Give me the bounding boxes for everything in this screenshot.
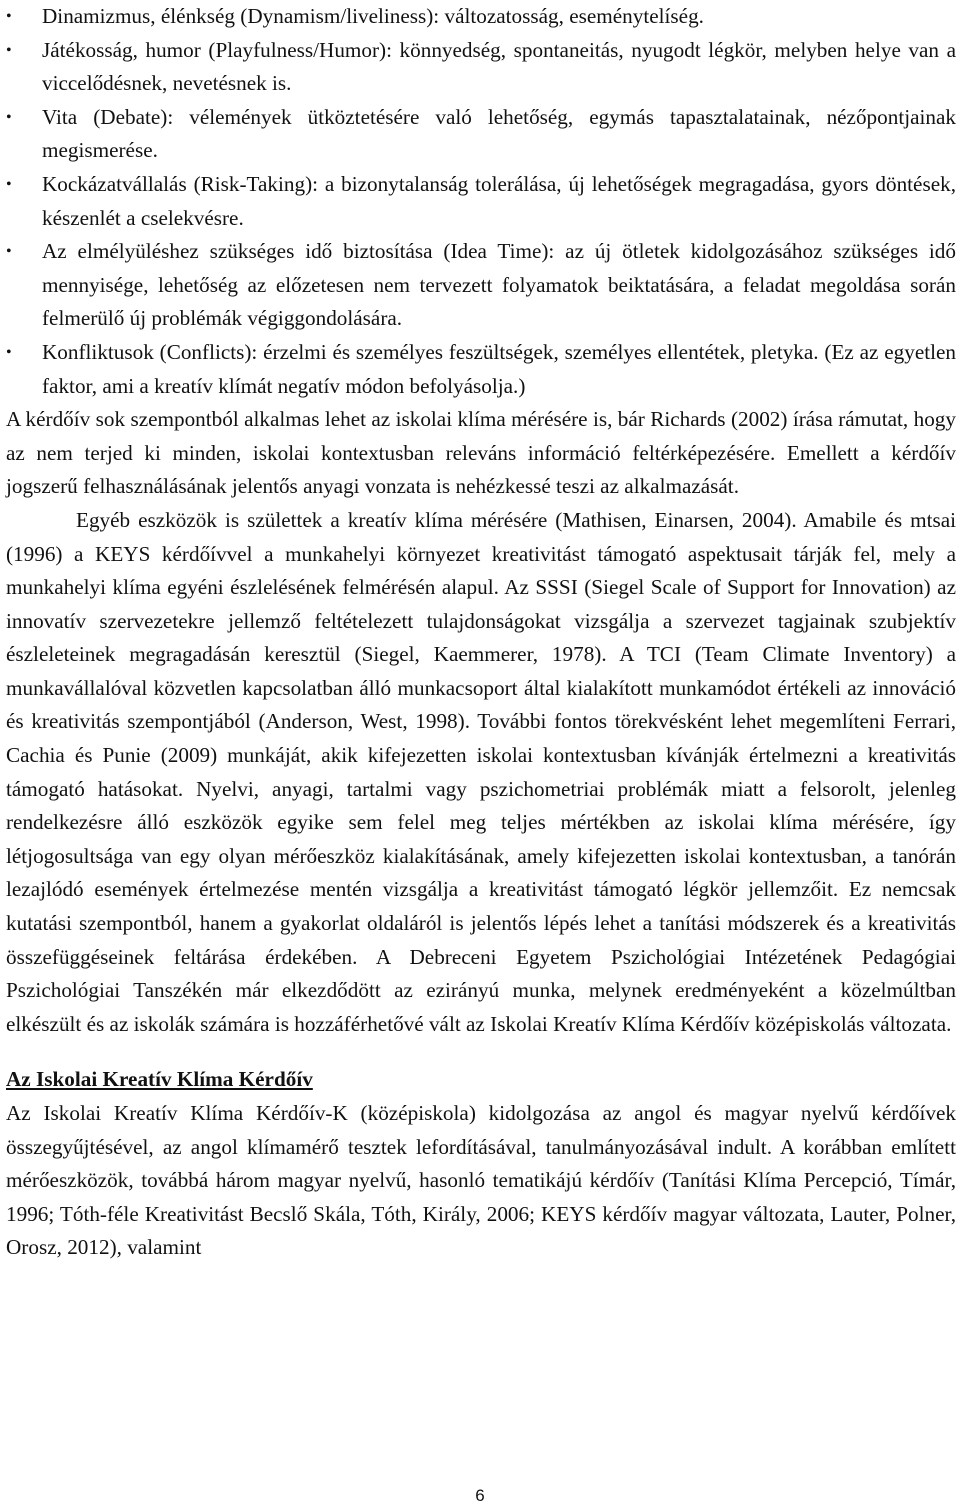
list-item-text: Játékosság, humor (Playfulness/Humor): könnyedség, spontaneitás, nyugodt légkör, melyben helye van a viccelődésnek, nevetésnek is. xyxy=(42,37,956,96)
document-body xyxy=(6,0,956,1265)
bullet-icon: • xyxy=(6,343,12,361)
body-paragraph: Az Iskolai Kreatív Klíma Kérdőív-K (középiskola) kidolgozása az angol és magyar nyelvű kérdőívek összegyűjtésével, az angol klímamérő tesztek lefordításával, tanulmányozásával indult. A korábban említett mérőeszközök, továbbá három magyar nyelvű, hasonló tematikájú kérdőív (Tanítási Klíma Percepció, Tímár, 1996; Tóth-féle Kreativitást Becslő Skála, Tóth, Király, 2006; KEYS kérdőív magyar változata, Lauter, Polner, Orosz, 2012), valamint xyxy=(6,1101,956,1260)
list-item xyxy=(6,168,956,235)
bullet-icon: • xyxy=(6,108,12,126)
list-item-text: Dinamizmus, élénkség (Dynamism/liveliness): változatosság, eseménytelíség. xyxy=(42,4,704,28)
list-item xyxy=(6,336,956,403)
list-item-text: Konfliktusok (Conflicts): érzelmi és személyes feszültségek, személyes ellentétek, pletyka. (Ez az egyetlen faktor, ami a kreatív klímát negatív módon befolyásolja.) xyxy=(42,339,956,398)
body-paragraph: A kérdőív sok szempontból alkalmas lehet az iskolai klíma mérésére is, bár Richards (2002) írása rámutat, hogy az nem terjed ki minden, iskolai kontextusban releváns információ feltérképezésére. Emellett a kérdőív jogszerű felhasználásának jelentős anyagi vonzata is nehézkessé teszi az alkalmazását. xyxy=(6,407,956,499)
page-number: 6 xyxy=(475,1486,485,1505)
list-item xyxy=(6,0,956,34)
section-heading: Az Iskolai Kreatív Klíma Kérdőív xyxy=(6,1067,313,1092)
bullet-icon: • xyxy=(6,41,12,59)
list-item-text: Kockázatvállalás (Risk-Taking): a bizonytalanság tolerálása, új lehetőségek megragadása, gyors döntések, készenlét a cselekvésre. xyxy=(42,171,956,230)
bullet-icon: • xyxy=(6,175,12,193)
list-item xyxy=(6,34,956,101)
list-item-text: Vita (Debate): vélemények ütköztetésére való lehetőség, egymás tapasztalatainak, nézőpontjainak megismerése. xyxy=(42,104,956,163)
list-item-text: Az elmélyüléshez szükséges idő biztosítása (Idea Time): az új ötletek kidolgozásához szükséges idő mennyisége, lehetőség az előzetesen nem tervezett folyamatok beiktatására, a feladat megoldása során felmerülő új problémák végiggondolására. xyxy=(42,239,956,331)
body-paragraph: Egyéb eszközök is születtek a kreatív klíma mérésére (Mathisen, Einarsen, 2004). Amabile és mtsai (1996) a KEYS kérdőívvel a munkahelyi környezet kreativitást támogató aspektusait tárják fel, mely a munkahelyi klíma egyéni észlelésének felmérésén alapul. Az SSSI (Siegel Scale of Support for Innovation) az innovatív szervezetekre jellemző feltételezett tulajdonságokat vizsgálja a szervezet tagjainak szubjektív észleleteinek megragadásán keresztül (Siegel, Kaemmerer, 1978). A TCI (Team Climate Inventory) a munkavállalóval közvetlen kapcsolatban álló munkacsoport által kialakított munkamódot értékeli az innováció és kreativitás szempontjából (Anderson, West, 1998). További fontos törekvésként lehet megemlíteni Ferrari, Cachia és Punie (2009) munkáját, akik kifejezetten iskolai kontextusban kívánják értelmezni a kreativitás támogató hatásokat. Nyelvi, anyagi, tartalmi vagy pszichometriai problémák miatt a felsorolt, jelenleg rendelkezésre álló eszközök egyike sem felel meg teljes mértékben az iskolai klíma mérésére, így létjogosultsága van egy olyan mérőeszköz kialakításának, amely kifejezetten iskolai kontextusban, a tanórán lezajlódó események értelmezése mentén vizsgálja a kreativitást támogató légkör jellemzőit. Ez nemcsak kutatási szempontból, hanem a gyakorlat oldaláról is jelentős lépés lehet a tanítási módszerek és a kreativitás összefüggéseinek feltárása érdekében. A Debreceni Egyetem Pszichológiai Intézetének Pedagógiai Pszichológiai Tanszékén már elkezdődött az ezirányú munka, melynek eredményeként a közelmúltban elkészült és az iskolák számára is hozzáférhetővé vált az Iskolai Kreatív Klíma Kérdőív középiskolás változata. xyxy=(6,507,956,1036)
climate-factor-list xyxy=(6,0,956,403)
bullet-icon: • xyxy=(6,8,12,25)
list-item xyxy=(6,101,956,168)
list-item xyxy=(6,235,956,336)
bullet-icon: • xyxy=(6,243,12,261)
